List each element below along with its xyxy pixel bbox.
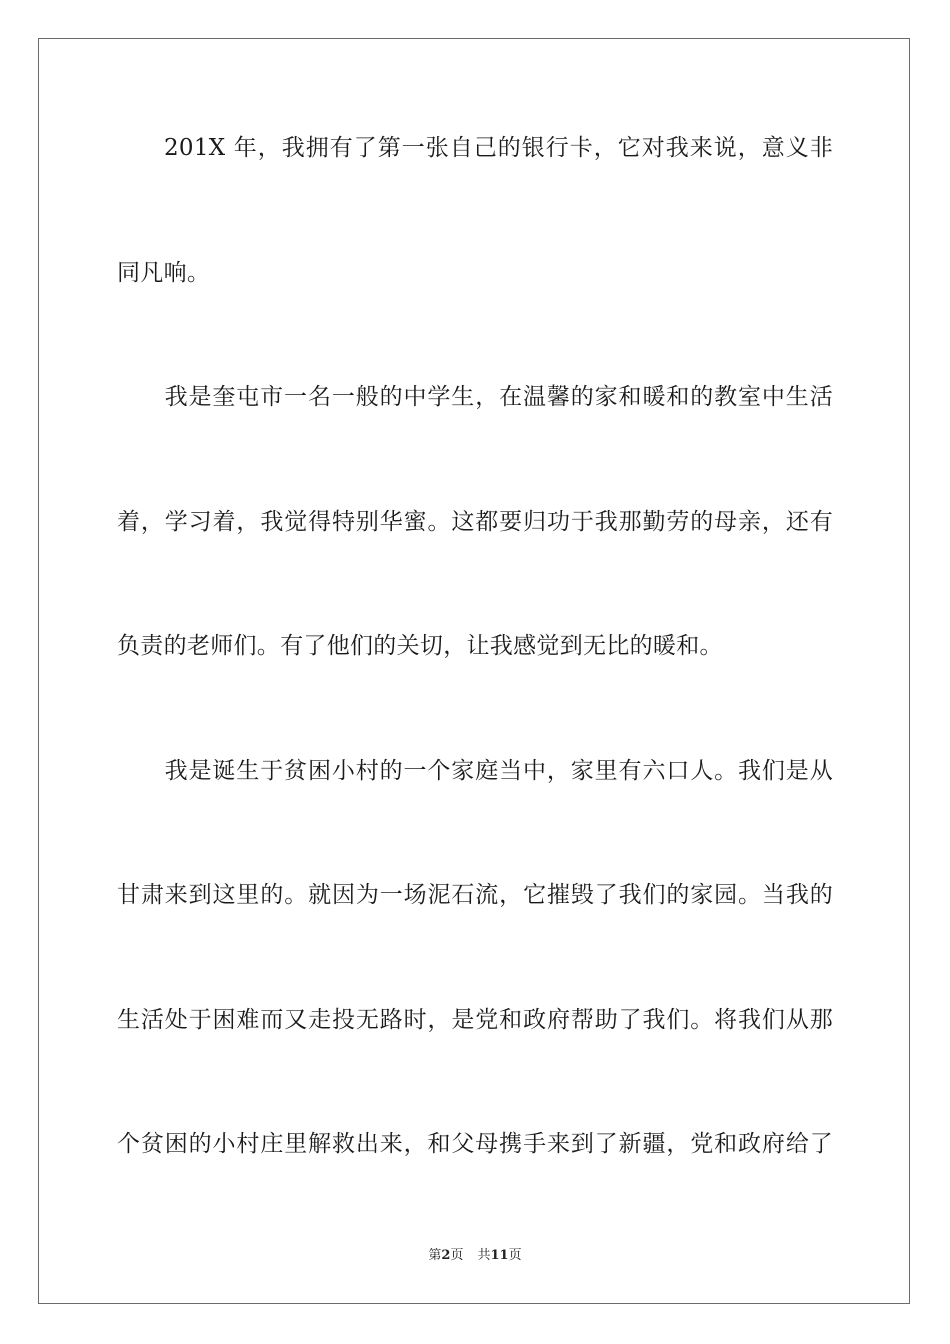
page-current: 2 <box>441 1248 451 1263</box>
line-3-text: 我是奎屯市一名一般的中学生，在温馨的家和暖和的教室中生活 <box>164 384 833 410</box>
body-line-9: 个贫困的小村庄里解救出来，和父母携手来到了新疆，党和政府给了 <box>117 1131 833 1157</box>
total-prefix: 共 <box>477 1248 491 1263</box>
body-line-3 <box>117 381 833 413</box>
page-border <box>38 38 910 1304</box>
body-line-2: 同凡响。 <box>117 260 211 286</box>
page-total: 11 <box>490 1248 509 1263</box>
body-line-4: 着，学习着，我觉得特别华蜜。这都要归功于我那勤劳的母亲，还有 <box>117 509 833 535</box>
page-footer <box>0 1247 950 1265</box>
page-suffix: 页 <box>450 1248 464 1263</box>
line-6-text: 我是诞生于贫困小村的一个家庭当中，家里有六口人。我们是从 <box>164 758 833 784</box>
body-line-7: 甘肃来到这里的。就因为一场泥石流，它摧毁了我们的家园。当我的 <box>117 882 833 908</box>
body-line-6 <box>117 755 833 787</box>
body-line-8: 生活处于困难而又走投无路时，是党和政府帮助了我们。将我们从那 <box>117 1007 833 1033</box>
body-line-5: 负责的老师们。有了他们的关切，让我感觉到无比的暖和。 <box>117 633 723 659</box>
line-1-text: 201X 年，我拥有了第一张自己的银行卡，它对我来说，意义非 <box>164 135 833 161</box>
total-suffix: 页 <box>508 1248 522 1263</box>
body-line-1 <box>117 132 833 164</box>
page-prefix: 第 <box>428 1248 442 1263</box>
